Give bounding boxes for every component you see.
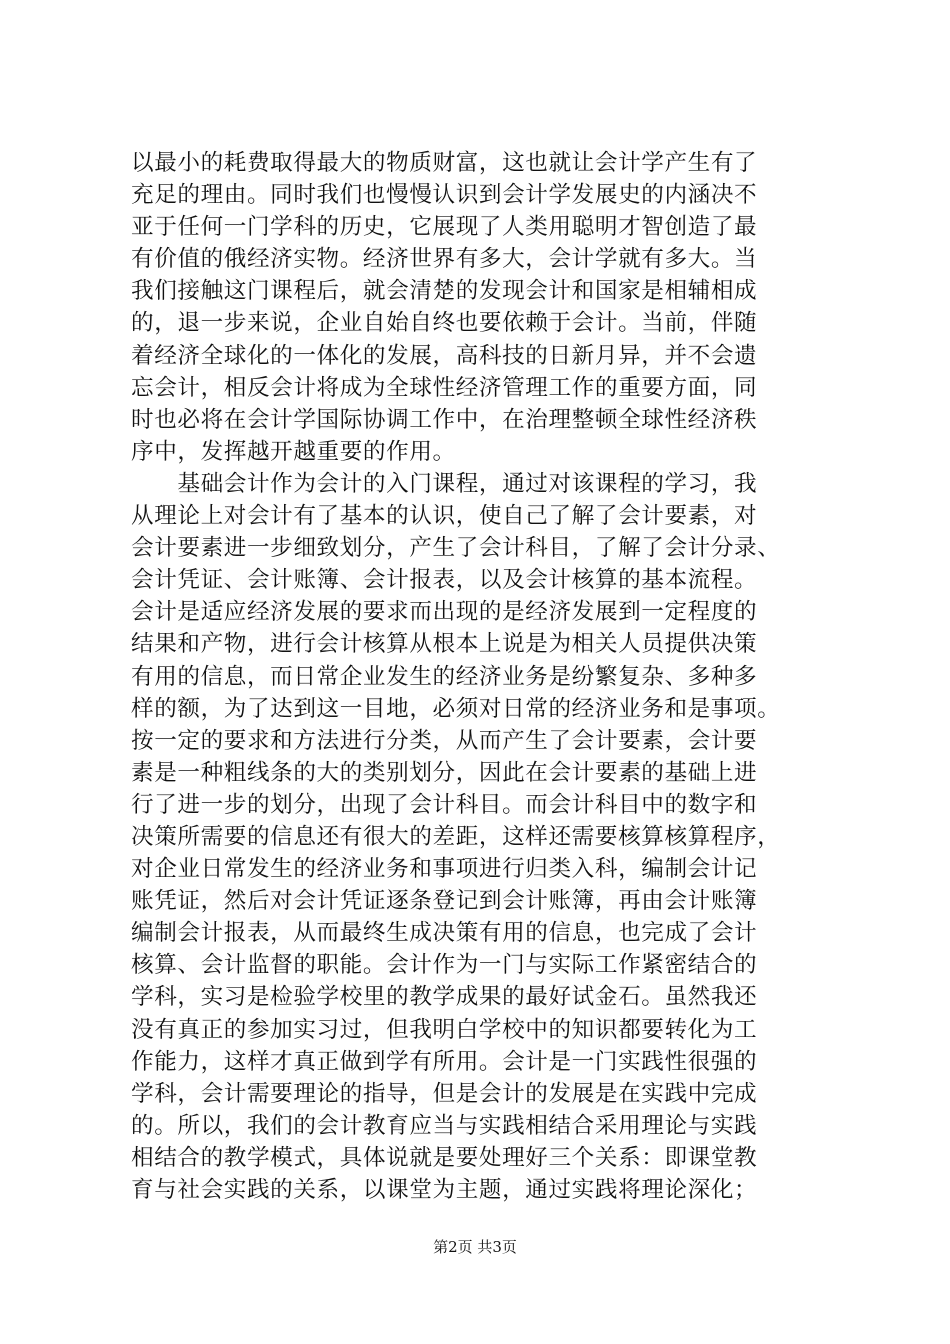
text-line: 我们接触这门课程后，就会清楚的发现会计和国家是相辅相成 — [131, 278, 758, 305]
text-line: 会计要素进一步细致划分，产生了会计科目，了解了会计分录、 — [131, 535, 781, 562]
text-line: 作能力，这样才真正做到学有所用。会计是一门实践性很强的 — [131, 1048, 758, 1075]
text-line: 结果和产物，进行会计核算从根本上说是为相关人员提供决策 — [131, 631, 758, 658]
text-line: 的，退一步来说，企业自始自终也要依赖于会计。当前，伴随 — [131, 310, 758, 337]
text-line: 着经济全球化的一体化的发展，高科技的日新月异，并不会遗 — [131, 342, 758, 369]
text-line: 账凭证，然后对会计凭证逐条登记到会计账簿，再由会计账簿 — [131, 888, 758, 915]
text-line: 时也必将在会计学国际协调工作中，在治理整顿全球性经济秩 — [131, 406, 758, 433]
text-line: 会计凭证、会计账簿、会计报表，以及会计核算的基本流程。 — [131, 567, 758, 594]
text-line: 编制会计报表，从而最终生成决策有用的信息，也完成了会计 — [131, 920, 758, 947]
text-line: 基础会计作为会计的入门课程，通过对该课程的学习，我 — [131, 470, 758, 497]
text-line: 亚于任何一门学科的历史，它展现了人类用聪明才智创造了最 — [131, 214, 758, 241]
text-line: 从理论上对会计有了基本的认识，使自己了解了会计要素，对 — [131, 503, 758, 530]
text-line: 对企业日常发生的经济业务和事项进行归类入科，编制会计记 — [131, 856, 758, 883]
text-line: 育与社会实践的关系，以课堂为主题，通过实践将理论深化； — [131, 1177, 758, 1203]
page-footer — [0, 1237, 950, 1257]
text-line: 会计是适应经济发展的要求而出现的是经济发展到一定程度的 — [131, 599, 758, 626]
text-line: 的。所以，我们的会计教育应当与实践相结合采用理论与实践 — [131, 1112, 758, 1139]
text-line: 素是一种粗线条的大的类别划分，因此在会计要素的基础上进 — [131, 759, 758, 786]
text-line: 按一定的要求和方法进行分类，从而产生了会计要素，会计要 — [131, 727, 758, 754]
text-line: 样的额，为了达到这一目地，必须对日常的经济业务和是事项。 — [131, 695, 781, 722]
text-line: 有价值的俄经济实物。经济世界有多大，会计学就有多大。当 — [131, 246, 758, 273]
text-line: 以最小的耗费取得最大的物质财富，这也就让会计学产生有了 — [131, 150, 758, 176]
text-line: 学科，实习是检验学校里的教学成果的最好试金石。虽然我还 — [131, 984, 758, 1011]
text-line: 序中，发挥越开越重要的作用。 — [131, 438, 456, 465]
text-line: 有用的信息，而日常企业发生的经济业务是纷繁复杂、多种多 — [131, 663, 758, 690]
text-line: 忘会计，相反会计将成为全球性经济管理工作的重要方面，同 — [131, 374, 758, 401]
page-number-label: 第2页 共3页 — [433, 1238, 517, 1256]
text-line: 相结合的教学模式，具体说就是要处理好三个关系：即课堂教 — [131, 1144, 758, 1171]
text-line: 行了进一步的划分，出现了会计科目。而会计科目中的数字和 — [131, 791, 758, 818]
body-text — [131, 147, 831, 1206]
text-line: 充足的理由。同时我们也慢慢认识到会计学发展史的内涵决不 — [131, 182, 758, 209]
text-line: 决策所需要的信息还有很大的差距，这样还需要核算核算程序， — [131, 823, 781, 850]
text-line: 核算、会计监督的职能。会计作为一门与实际工作紧密结合的 — [131, 952, 758, 979]
text-line: 学科，会计需要理论的指导，但是会计的发展是在实践中完成 — [131, 1080, 758, 1107]
text-line: 没有真正的参加实习过，但我明白学校中的知识都要转化为工 — [131, 1016, 758, 1043]
